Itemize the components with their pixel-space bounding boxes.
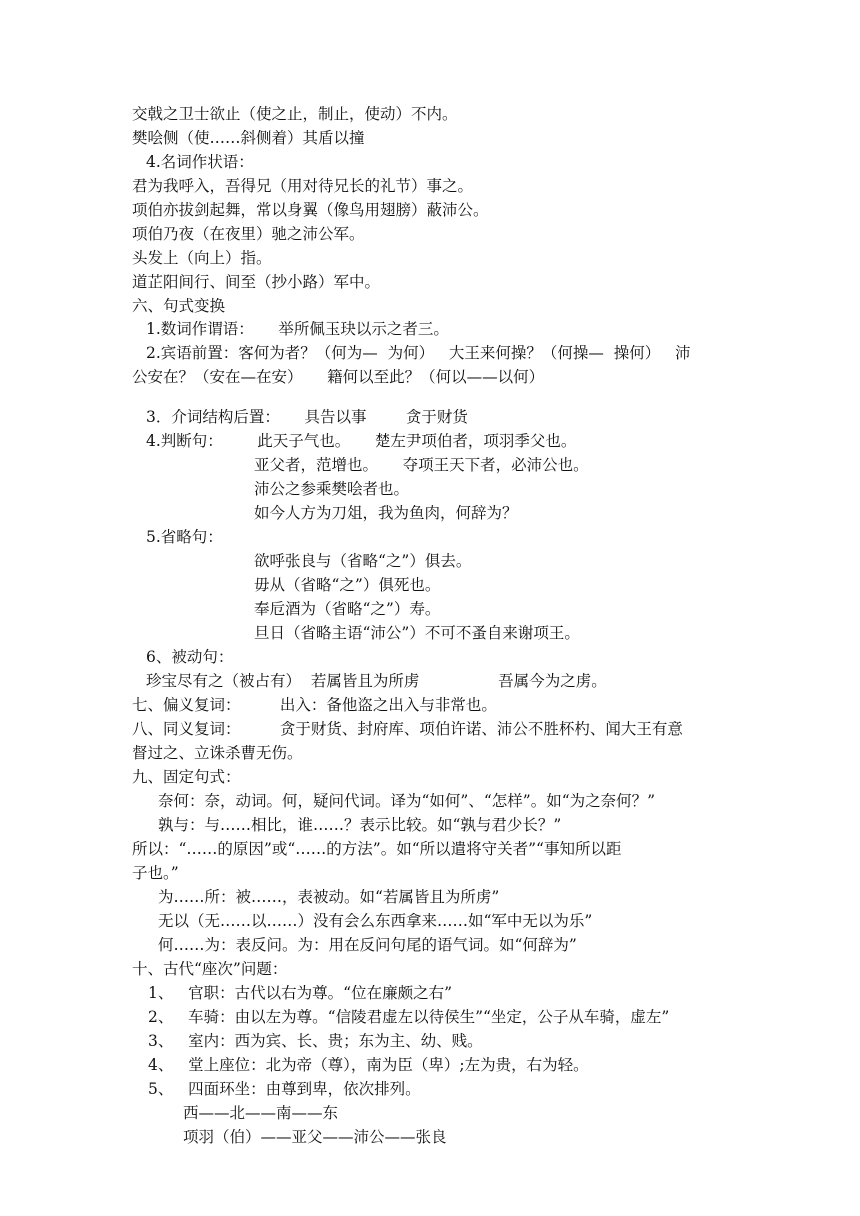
text-line: 交戟之卫士欲止（使之止，制止，使动）不内。 [132, 105, 458, 123]
text-line: 樊哙侧（使……斜侧着）其盾以撞 [132, 129, 365, 147]
text-line: 2.宾语前置：客何为者？（何为— 为何） 大王来何操？（何操— 操何） 沛 [146, 344, 691, 362]
section-heading: 5.省略句： [146, 528, 223, 546]
text-line: 头发上（向上）指。 [132, 249, 272, 267]
section-heading: 六、句式变换 [132, 297, 226, 315]
text-line: 毋从（省略“之”）俱死也。 [254, 576, 441, 594]
text-line: 道芷阳间行、间至（抄小路）军中。 [132, 273, 381, 291]
section-heading: 4.名词作状语： [146, 153, 254, 171]
section-heading: 八、同义复词： 贪于财货、封府库、项伯许诺、沛公不胜杯杓、闻大王有意 [132, 720, 683, 738]
text-line: 无以（无……以……）没有会么东西拿来……如“军中无以为乐” [158, 912, 593, 930]
section-heading: 九、固定句式： [132, 768, 241, 786]
text-line: 奈何：奈，动词。何，疑问代词。译为“如何”、“怎样”。如“为之奈何？” [158, 792, 656, 810]
text-line: 项伯乃夜（在夜里）驰之沛公军。 [132, 225, 365, 243]
text-line: 3．介词结构后置： 具告以事 贪于财货 [146, 408, 468, 426]
text-line: 君为我呼入，吾得兄（用对待兄长的礼节）事之。 [132, 177, 474, 195]
list-item: 5、 四面环坐：由尊到卑，依次排列。 [148, 1080, 421, 1098]
text-line: 4.判断句： 此天子气也。 楚左尹项伯者，项羽季父也。 [146, 432, 577, 450]
text-line: 何……为：表反问。为：用在反问句尾的语气词。如“何辞为” [158, 936, 577, 954]
text-line: 奉卮酒为（省略“之”）寿。 [254, 600, 441, 618]
text-line: 公安在？（安在—在安） 籍何以至此？（何以——以何） [132, 368, 545, 386]
text-line: 孰与：与……相比，谁……？表示比较。如“孰与君少长？” [158, 816, 562, 834]
text-line: 项伯亦拔剑起舞，常以身翼（像鸟用翅膀）蔽沛公。 [132, 201, 489, 219]
list-item: 3、 室内：西为宾、长、贵；东为主、幼、贱。 [148, 1032, 483, 1050]
section-heading: 6、被动句： [146, 648, 234, 666]
text-line: 如今人方为刀俎，我为鱼肉，何辞为？ [254, 504, 518, 522]
text-line: 沛公之参乘樊哙者也。 [254, 480, 410, 498]
text-line: 旦日（省略主语“沛公”）不可不蚤自来谢项王。 [254, 624, 580, 642]
section-heading: 七、偏义复词： 出入：备他盗之出入与非常也。 [132, 696, 497, 714]
list-item: 1、 官职：古代以右为尊。“位在廉颇之右” [148, 984, 452, 1002]
text-line: 西——北——南——东 [183, 1104, 339, 1122]
text-line: 督过之、立诛杀曹无伤。 [132, 744, 303, 762]
list-item: 2、 车骑：由以左为尊。“信陵君虚左以待侯生”“坐定，公子从车骑，虚左” [148, 1008, 670, 1026]
text-line: 子也。” [132, 864, 179, 882]
text-line: 所以：“……的原因”或“……的方法”。如“所以遣将守关者”“事知所以距 [132, 840, 622, 858]
text-line: 1.数词作谓语： 举所佩玉玦以示之者三。 [146, 320, 449, 338]
text-line: 亚父者，范增也。 夺项王天下者，必沛公也。 [254, 456, 589, 474]
text-line: 欲呼张良与（省略“之”）俱去。 [254, 552, 472, 570]
text-line: 项羽（伯）——亚父——沛公——张良 [183, 1128, 447, 1146]
text-line: 为……所：被……，表被动。如“若属皆且为所虏” [158, 888, 500, 906]
text-line: 珍宝尽有之（被占有） 若属皆且为所虏 吾属今为之虏。 [146, 672, 607, 690]
section-heading: 十、古代“座次”问题： [132, 960, 288, 978]
list-item: 4、 堂上座位：北为帝（尊），南为臣（卑）;左为贵，右为轻。 [148, 1056, 589, 1074]
